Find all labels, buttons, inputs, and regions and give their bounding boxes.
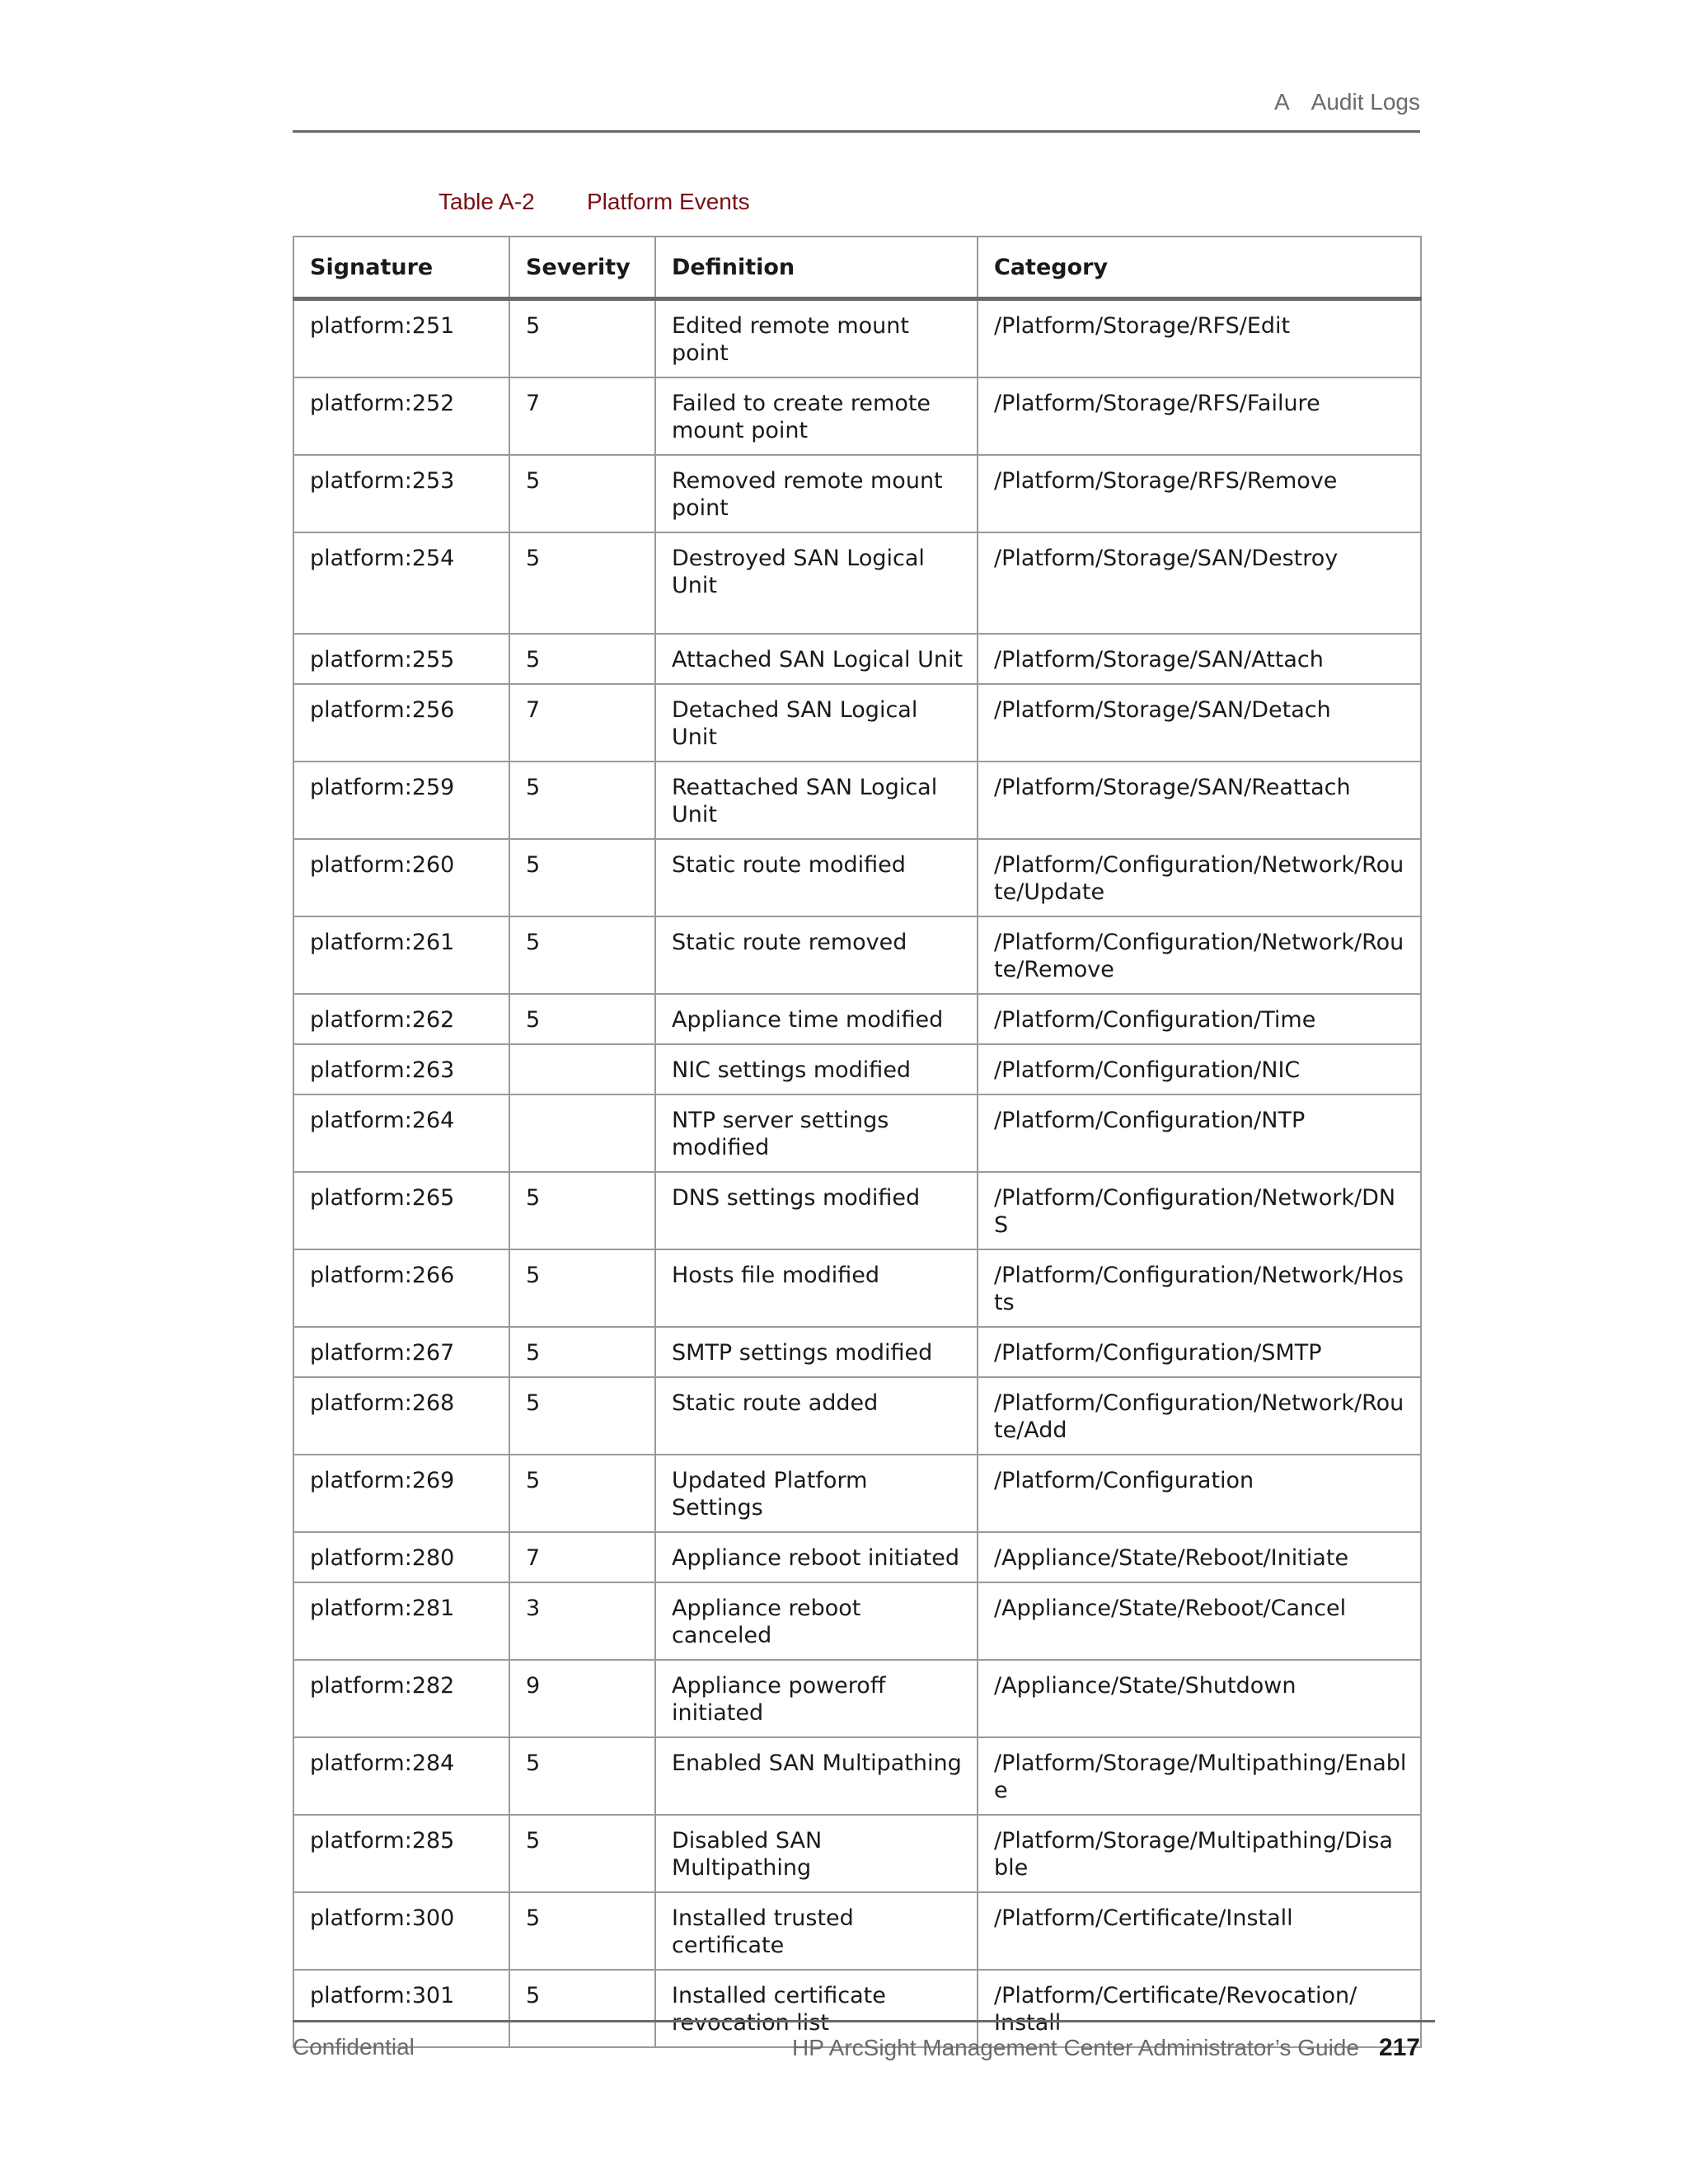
cell-category: /Platform/Configuration/Network/Route/Update — [978, 839, 1421, 916]
column-header-category: Category — [978, 237, 1421, 299]
page-footer — [293, 2020, 1435, 2060]
cell-signature: platform:284 — [293, 1737, 509, 1815]
table-row — [293, 1377, 1421, 1455]
table-title: Platform Events — [587, 189, 750, 214]
cell-category: /Platform/Configuration/Network/Route/Add — [978, 1377, 1421, 1455]
footer-right — [792, 2034, 1420, 2062]
cell-severity: 3 — [509, 1582, 655, 1660]
cell-severity: 5 — [509, 455, 655, 532]
cell-category: /Platform/Configuration/NIC — [978, 1044, 1421, 1094]
table-row — [293, 1660, 1421, 1737]
cell-category: /Platform/Storage/RFS/Failure — [978, 377, 1421, 455]
cell-definition: Destroyed SAN Logical Unit — [655, 532, 978, 634]
cell-definition: DNS settings modified — [655, 1172, 978, 1249]
cell-category: /Platform/Configuration/Network/DNS — [978, 1172, 1421, 1249]
table-row — [293, 1094, 1421, 1172]
cell-severity: 5 — [509, 1970, 655, 2047]
cell-definition: Hosts file modified — [655, 1249, 978, 1327]
table-row — [293, 299, 1421, 378]
cell-signature: platform:260 — [293, 839, 509, 916]
cell-category: /Platform/Storage/SAN/Attach — [978, 634, 1421, 684]
cell-definition: Detached SAN Logical Unit — [655, 684, 978, 762]
cell-definition: Static route modified — [655, 839, 978, 916]
cell-category: /Platform/Configuration — [978, 1455, 1421, 1532]
cell-definition: Failed to create remote mount point — [655, 377, 978, 455]
cell-signature: platform:255 — [293, 634, 509, 684]
table-row — [293, 839, 1421, 916]
appendix-letter: A — [1273, 89, 1290, 115]
cell-signature: platform:282 — [293, 1660, 509, 1737]
cell-severity: 5 — [509, 299, 655, 378]
cell-signature: platform:263 — [293, 1044, 509, 1094]
cell-definition: Removed remote mount point — [655, 455, 978, 532]
cell-signature: platform:281 — [293, 1582, 509, 1660]
cell-severity: 9 — [509, 1660, 655, 1737]
cell-signature: platform:254 — [293, 532, 509, 634]
cell-category: /Platform/Storage/SAN/Detach — [978, 684, 1421, 762]
cell-severity: 5 — [509, 1249, 655, 1327]
cell-category: /Appliance/State/Shutdown — [978, 1660, 1421, 1737]
cell-definition: Static route removed — [655, 916, 978, 994]
cell-signature: platform:267 — [293, 1327, 509, 1377]
cell-definition: Edited remote mount point — [655, 299, 978, 378]
cell-signature: platform:301 — [293, 1970, 509, 2047]
cell-category: /Appliance/State/Reboot/Cancel — [978, 1582, 1421, 1660]
cell-severity — [509, 1044, 655, 1094]
cell-category: /Platform/Configuration/Network/Hosts — [978, 1249, 1421, 1327]
cell-severity: 5 — [509, 634, 655, 684]
cell-category: /Platform/Certificate/Install — [978, 1892, 1421, 1970]
table-row — [293, 455, 1421, 532]
cell-category: /Platform/Storage/SAN/Reattach — [978, 762, 1421, 839]
cell-signature: platform:259 — [293, 762, 509, 839]
cell-severity: 5 — [509, 839, 655, 916]
cell-severity: 5 — [509, 532, 655, 634]
column-header-definition: Definition — [655, 237, 978, 299]
cell-category: /Platform/Configuration/Network/Route/Remove — [978, 916, 1421, 994]
cell-signature: platform:256 — [293, 684, 509, 762]
cell-signature: platform:285 — [293, 1815, 509, 1892]
table-row — [293, 634, 1421, 684]
table-row — [293, 1249, 1421, 1327]
cell-signature: platform:264 — [293, 1094, 509, 1172]
table-row — [293, 684, 1421, 762]
cell-category: /Platform/Configuration/Time — [978, 994, 1421, 1044]
platform-events-table — [293, 236, 1422, 2048]
cell-definition: Reattached SAN Logical Unit — [655, 762, 978, 839]
cell-signature: platform:265 — [293, 1172, 509, 1249]
table-row — [293, 1532, 1421, 1582]
cell-signature: platform:268 — [293, 1377, 509, 1455]
cell-signature: platform:253 — [293, 455, 509, 532]
cell-definition: Static route added — [655, 1377, 978, 1455]
table-caption — [438, 189, 750, 215]
cell-category: /Appliance/State/Reboot/Initiate — [978, 1532, 1421, 1582]
cell-severity — [509, 1094, 655, 1172]
cell-category: /Platform/Storage/SAN/Destroy — [978, 532, 1421, 634]
appendix-title: Audit Logs — [1311, 89, 1420, 115]
table-number: Table A-2 — [438, 189, 535, 214]
cell-category: /Platform/Storage/RFS/Remove — [978, 455, 1421, 532]
table-row — [293, 1455, 1421, 1532]
cell-severity: 5 — [509, 1172, 655, 1249]
cell-signature: platform:300 — [293, 1892, 509, 1970]
table-row — [293, 532, 1421, 634]
cell-definition: Appliance reboot canceled — [655, 1582, 978, 1660]
cell-signature: platform:251 — [293, 299, 509, 378]
table-row — [293, 1582, 1421, 1660]
cell-severity: 5 — [509, 1327, 655, 1377]
cell-definition: Disabled SAN Multipathing — [655, 1815, 978, 1892]
cell-signature: platform:262 — [293, 994, 509, 1044]
cell-severity: 5 — [509, 1737, 655, 1815]
cell-signature: platform:261 — [293, 916, 509, 994]
cell-definition: NIC settings modified — [655, 1044, 978, 1094]
cell-severity: 5 — [509, 994, 655, 1044]
column-header-signature: Signature — [293, 237, 509, 299]
table-body — [293, 299, 1421, 2048]
cell-definition: Appliance reboot initiated — [655, 1532, 978, 1582]
page-number: 217 — [1378, 2034, 1420, 2061]
table-row — [293, 377, 1421, 455]
table-row — [293, 1044, 1421, 1094]
table-header-row — [293, 237, 1421, 299]
cell-definition: Appliance time modified — [655, 994, 978, 1044]
cell-definition: Installed trusted certificate — [655, 1892, 978, 1970]
cell-definition: NTP server settings modified — [655, 1094, 978, 1172]
cell-definition: Appliance poweroff initiated — [655, 1660, 978, 1737]
cell-category: /Platform/Storage/Multipathing/Enable — [978, 1737, 1421, 1815]
cell-severity: 5 — [509, 1377, 655, 1455]
table-row — [293, 994, 1421, 1044]
table-row — [293, 1172, 1421, 1249]
footer-guide-title: HP ArcSight Management Center Administrator’s Guide — [792, 2035, 1359, 2060]
cell-severity: 7 — [509, 1532, 655, 1582]
cell-definition: Enabled SAN Multipathing — [655, 1737, 978, 1815]
cell-severity: 5 — [509, 1815, 655, 1892]
cell-category: /Platform/Certificate/Revocation/ Install — [978, 1970, 1421, 2047]
cell-severity: 5 — [509, 762, 655, 839]
cell-definition: Updated Platform Settings — [655, 1455, 978, 1532]
column-header-severity: Severity — [509, 237, 655, 299]
table-row — [293, 1737, 1421, 1815]
table-row — [293, 1327, 1421, 1377]
table-row — [293, 762, 1421, 839]
cell-signature: platform:280 — [293, 1532, 509, 1582]
cell-definition: SMTP settings modified — [655, 1327, 978, 1377]
table-row — [293, 916, 1421, 994]
cell-category: /Platform/Configuration/NTP — [978, 1094, 1421, 1172]
cell-signature: platform:252 — [293, 377, 509, 455]
cell-category: /Platform/Configuration/SMTP — [978, 1327, 1421, 1377]
cell-signature: platform:266 — [293, 1249, 509, 1327]
table-row — [293, 1815, 1421, 1892]
cell-severity: 7 — [509, 377, 655, 455]
cell-definition: Installed certificate revocation list — [655, 1970, 978, 2047]
footer-confidential: Confidential — [293, 2034, 415, 2060]
cell-category: /Platform/Storage/RFS/Edit — [978, 299, 1421, 378]
cell-severity: 5 — [509, 916, 655, 994]
cell-severity: 5 — [509, 1892, 655, 1970]
cell-category: /Platform/Storage/Multipathing/Disable — [978, 1815, 1421, 1892]
cell-severity: 5 — [509, 1455, 655, 1532]
cell-definition: Attached SAN Logical Unit — [655, 634, 978, 684]
cell-severity: 7 — [509, 684, 655, 762]
table-row — [293, 1892, 1421, 1970]
cell-signature: platform:269 — [293, 1455, 509, 1532]
running-header — [293, 89, 1420, 133]
